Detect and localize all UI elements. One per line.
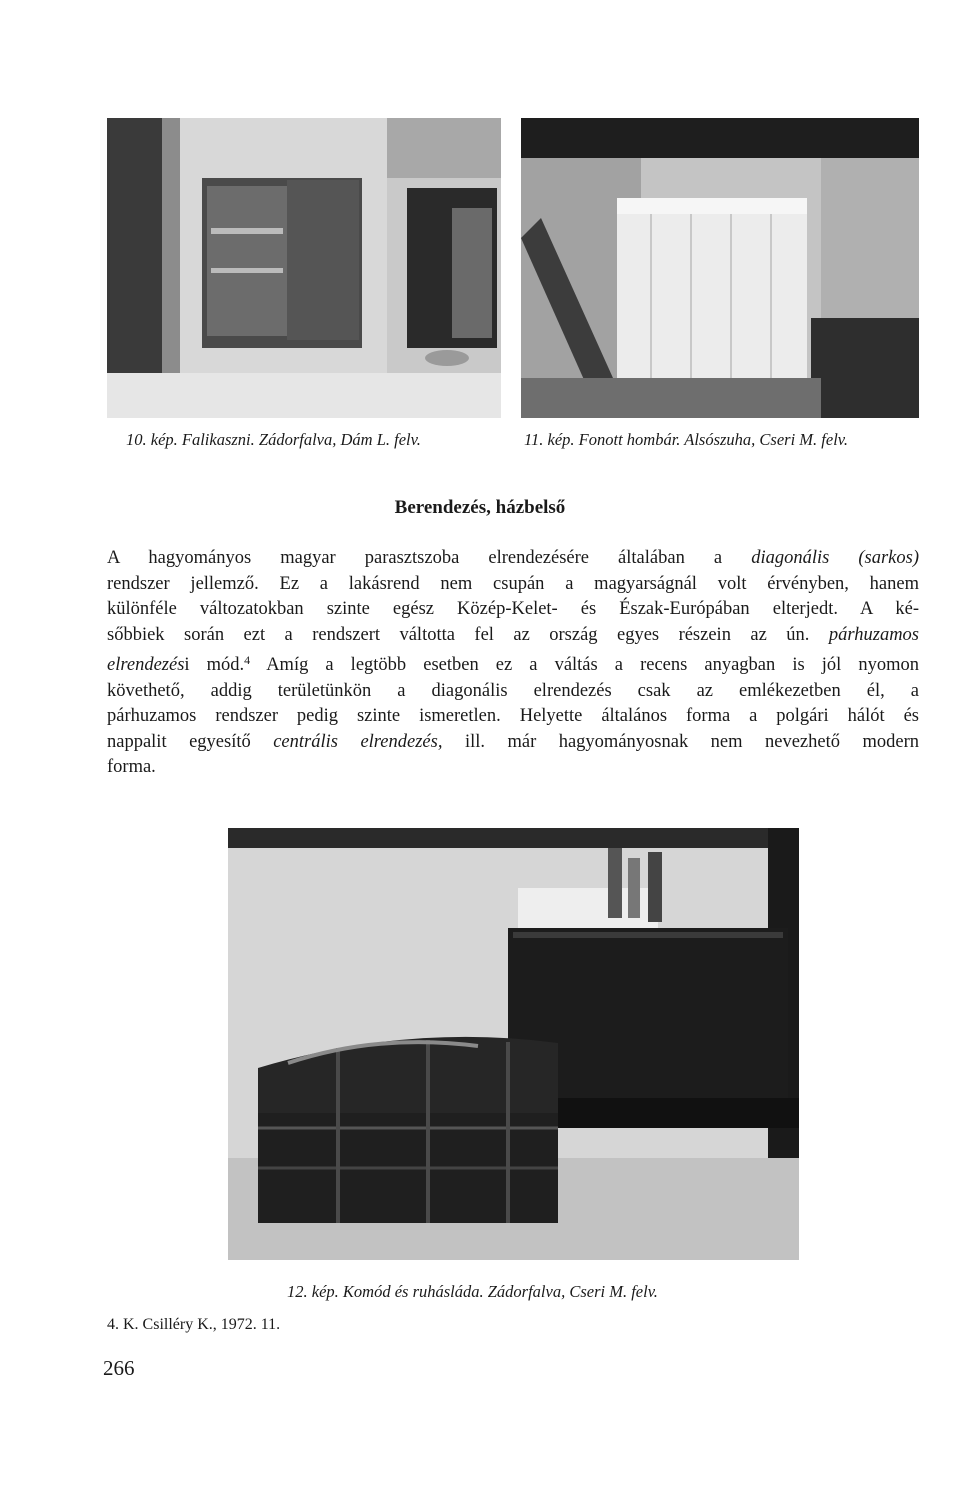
body-paragraph — [107, 546, 919, 781]
page-number: 266 — [103, 1356, 135, 1380]
photo11-caption: 11. kép. Fonott hombár. Alsószuha, Cseri M. felv. — [524, 430, 849, 449]
photo-chest-and-trunk — [228, 828, 799, 1260]
text-line: forma. — [107, 757, 156, 777]
photo10-caption: 10. kép. Falikaszni. Zádorfalva, Dám L. felv. — [126, 430, 421, 449]
text-line: követhető, addig területünkön a diagonális elrendezés csak az emlékezetben él, a — [107, 680, 919, 701]
text-line: rendszer jellemző. Ez a lakásrend nem csupán a magyarságnál volt érvényben, hanem — [107, 573, 919, 594]
photo-wall-cupboard — [107, 118, 501, 418]
text-line: sőbbiek során ezt a rendszert váltotta fel az ország egyes részein az ún. párhuzamos — [107, 624, 919, 645]
text-line: különféle változatokban szinte egész Közép-Kelet- és Észak-Európában elterjedt. A ké- — [107, 599, 919, 619]
footnote: 4. K. Csilléry K., 1972. 11. — [107, 1316, 281, 1333]
photo-woven-granary — [521, 118, 919, 418]
section-title: Berendezés, házbelső — [394, 497, 566, 518]
text-line: nappalit egyesítő centrális elrendezés, ill. már hagyományosnak nem nevezhető modern — [107, 731, 919, 752]
photo12-caption: 12. kép. Komód és ruhásláda. Zádorfalva, Cseri M. felv. — [287, 1282, 658, 1301]
text-line: párhuzamos rendszer pedig szinte ismeretlen. Helyette általános forma a polgári hálót és — [107, 706, 919, 726]
text-line: elrendezési mód.$^4$ Amíg a legtöbb esetben ez a váltás a recens anyagban is jól nyomon — [107, 653, 919, 675]
footnote-ref: 4 — [244, 653, 251, 667]
text-line: A hagyományos magyar parasztszoba elrendezésére általában a diagonális (sarkos) — [107, 548, 920, 568]
